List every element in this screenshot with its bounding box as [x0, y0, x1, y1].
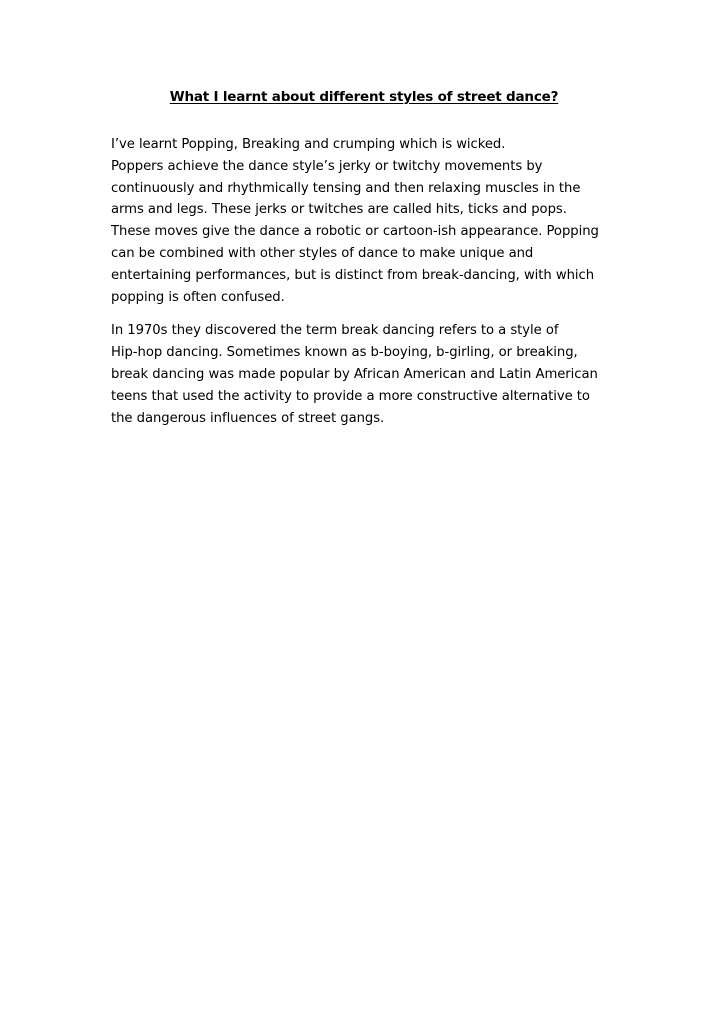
text-line: In 1970s they discovered the term break dancing refers to a style of: [111, 323, 559, 339]
document-title-text: What I learnt about different styles of street dance?: [169, 89, 559, 105]
text-line: teens that used the activity to provide a more constructive alternative to: [111, 388, 590, 404]
text-line: Hip-hop dancing. Sometimes known as b-boying, b-girling, or breaking,: [111, 345, 578, 361]
text-line: can be combined with other styles of dance to make unique and: [111, 245, 534, 261]
text-line: Poppers achieve the dance style’s jerky or twitchy movements by: [111, 158, 543, 174]
text-line: These moves give the dance a robotic or cartoon-ish appearance. Popping: [111, 224, 599, 240]
text-line: I’ve learnt Popping, Breaking and crumping which is wicked.: [111, 137, 506, 152]
text-line: the dangerous influences of street gangs.: [111, 410, 385, 426]
paragraph-2: [111, 320, 631, 429]
text-line: break dancing was made popular by African American and Latin American: [111, 366, 598, 382]
text-line: popping is often confused.: [111, 289, 285, 305]
document-title: [0, 87, 728, 107]
text-line: arms and legs. These jerks or twitches are called hits, ticks and pops.: [111, 202, 567, 218]
paragraph-1: [111, 134, 631, 308]
paragraph-spacer: [111, 308, 631, 320]
text-line: entertaining performances, but is distinct from break-dancing, with which: [111, 267, 595, 283]
document-body: [111, 134, 631, 429]
text-line: continuously and rhythmically tensing and then relaxing muscles in the: [111, 180, 581, 196]
